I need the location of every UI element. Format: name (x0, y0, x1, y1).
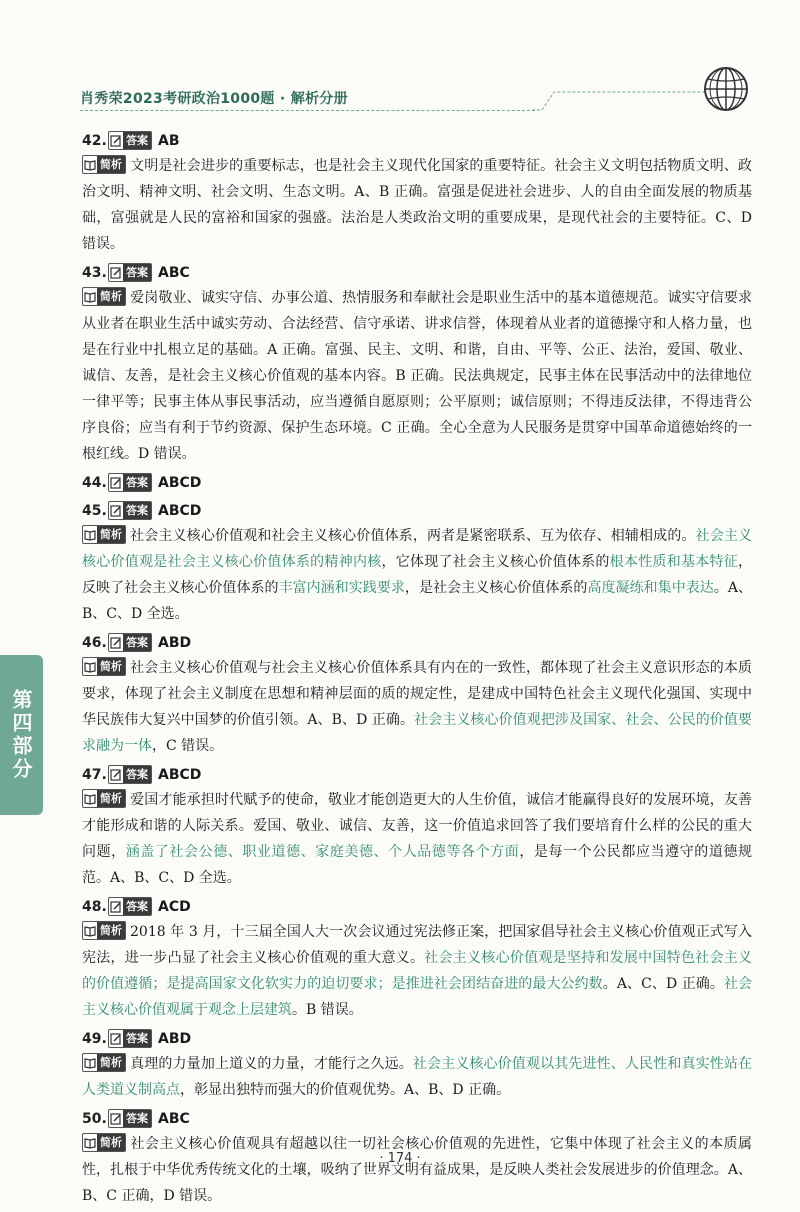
question-number: 47. (82, 766, 107, 783)
answer-label: 答案 (123, 132, 151, 149)
globe-icon (703, 66, 749, 112)
analysis-badge (82, 155, 126, 174)
answer-badge (108, 263, 152, 282)
running-header: 肖秀荣2023考研政治1000题 · 解析分册 (80, 91, 348, 107)
highlighted-text: 社会主义核心价值观是坚持和发展中国特色社会主义的价值遵循；是提高国家文化软实力的迫切要求；是推进社会团结奋进的最大公约数 (82, 950, 753, 992)
highlighted-text: 社会主义核心价值观以其先进性、人民性和真实性站在人类道义制高点 (82, 1056, 753, 1098)
pencil-icon (109, 475, 123, 490)
answer-item (82, 630, 752, 759)
answer-value: AB (158, 132, 180, 149)
pencil-icon (109, 503, 123, 518)
answer-row (82, 470, 752, 495)
answer-label: 答案 (123, 898, 151, 915)
analysis-label: 简析 (97, 658, 125, 675)
analysis-text: ，彰显出独特而强大的价值观优势。A、B、D 正确。 (180, 1082, 511, 1098)
question-number: 45. (82, 502, 107, 519)
highlighted-text: 涵盖了社会公德、职业道德、家庭美德、个人品德等各个方面 (125, 844, 520, 860)
answer-row (82, 260, 752, 285)
analysis-paragraph (82, 919, 752, 1023)
header-rule (80, 110, 535, 111)
answer-item (82, 498, 752, 627)
answer-row (82, 498, 752, 523)
analysis-paragraph (82, 1131, 752, 1209)
answer-badge (108, 897, 152, 916)
answer-value: ABC (158, 1110, 190, 1127)
answer-label: 答案 (123, 634, 151, 651)
analysis-label: 简析 (97, 1054, 125, 1071)
answer-label: 答案 (123, 1110, 151, 1127)
pencil-icon (109, 1111, 123, 1126)
analysis-text: 。A、B、C、D 全选。 (82, 580, 753, 622)
answer-label: 答案 (123, 264, 151, 281)
analysis-paragraph (82, 787, 752, 891)
section-side-tab: 第四部分 (0, 655, 43, 815)
answer-value: ABD (158, 1030, 192, 1047)
answer-value: ABC (158, 264, 190, 281)
analysis-label: 简析 (97, 790, 125, 807)
analysis-text: 爱国才能承担时代赋予的使命，敬业才能创造更大的人生价值，诚信才能赢得良好的发展环境，友善才能形成和谐的人际关系。爱国、敬业、诚信、友善，这一价值追求回答了我们要培育什么样的公民的重大问题， (82, 792, 752, 860)
analysis-label: 简析 (97, 156, 125, 173)
answer-row (82, 894, 752, 919)
question-number: 49. (82, 1030, 107, 1047)
answer-list (82, 128, 752, 1212)
book-icon (83, 1055, 97, 1070)
answer-item (82, 1026, 752, 1103)
answer-item (82, 762, 752, 891)
answer-item (82, 894, 752, 1023)
analysis-badge (82, 1053, 126, 1072)
page-number: · 174 · (379, 1151, 421, 1166)
analysis-text: ，它体现了社会主义核心价值体系的 (381, 554, 610, 570)
answer-value: ABCD (158, 474, 202, 491)
highlighted-text: 社会主义核心价值观属于观念上层建筑 (82, 976, 753, 1018)
analysis-text: 社会主义核心价值观和社会主义核心价值体系，两者是紧密联系、互为依存、相辅相成的。 (130, 528, 696, 544)
answer-badge (108, 633, 152, 652)
highlighted-text: 社会主义核心价值观是社会主义核心价值体系的精神内核 (82, 528, 753, 570)
analysis-badge (82, 657, 126, 676)
analysis-text: 2018 年 3 月，十三届全国人大一次会议通过宪法修正案，把国家倡导社会主义核心价值观正式写入宪法，进一步凸显了社会主义核心价值观的重大意义。 (82, 924, 752, 966)
analysis-text: ，是每一个公民都应当遵守的道德规范。A、B、C、D 全选。 (82, 844, 753, 886)
analysis-paragraph (82, 1051, 752, 1103)
pencil-icon (109, 899, 123, 914)
pencil-icon (109, 265, 123, 280)
question-number: 46. (82, 634, 107, 651)
analysis-text: 真理的力量加上道义的力量，才能行之久远。 (130, 1056, 413, 1072)
answer-item (82, 470, 752, 495)
answer-row (82, 762, 752, 787)
pencil-icon (109, 767, 123, 782)
analysis-text: ，反映了社会主义核心价值体系的 (82, 554, 753, 596)
book-icon (83, 289, 97, 304)
analysis-text: 社会主义核心价值观具有超越以往一切社会核心价值观的先进性，它集中体现了社会主义的本质属性，扎根于中华优秀传统文化的土壤，吸纳了世界文明有益成果，是反映人类社会发展进步的价值理念。A、B、C 正确，D 错误。 (82, 1136, 752, 1204)
answer-value: ABD (158, 634, 192, 651)
question-number: 43. (82, 264, 107, 281)
question-number: 42. (82, 132, 107, 149)
analysis-paragraph (82, 655, 752, 759)
answer-row (82, 1026, 752, 1051)
analysis-paragraph (82, 285, 752, 467)
analysis-text: 。B 错误。 (292, 1002, 363, 1018)
header-dashed-slant (532, 90, 707, 111)
highlighted-text: 根本性质和基本特征 (609, 554, 739, 570)
answer-item (82, 128, 752, 257)
answer-badge (108, 473, 152, 492)
answer-value: ABCD (158, 502, 202, 519)
analysis-text: 爱岗敬业、诚实守信、办事公道、热情服务和奉献社会是职业生活中的基本道德规范。诚实守信要求从业者在职业生活中诚实劳动、合法经营、信守承诺、讲求信誉，体现着从业者的道德操守和人格力量，也是在行业中扎根立足的基础。A 正确。富强、民主、文明、和谐，自由、平等、公正、法治，爱国、敬业、诚信、友善，是社会主义核心价值观的基本内容。B 正确。民法典规定，民事主体在民事活动中的法律地位一律平等；民事主体从事民事活动，应当遵循自愿原则；公平原则；诚信原则；不得违反法律，不得违背公序良俗；应当有利于节约资源、保护生态环境。C 正确。全心全意为人民服务是贯穿中国革命道德始终的一根红线。D 错误。 (82, 290, 752, 462)
pencil-icon (109, 133, 123, 148)
pencil-icon (109, 635, 123, 650)
answer-label: 答案 (123, 474, 151, 491)
analysis-badge (82, 525, 126, 544)
analysis-label: 简析 (97, 526, 125, 543)
book-icon (83, 659, 97, 674)
analysis-paragraph (82, 523, 752, 627)
analysis-paragraph (82, 153, 752, 257)
book-icon (83, 157, 97, 172)
analysis-label: 简析 (97, 1134, 125, 1151)
analysis-badge (82, 789, 126, 808)
analysis-text: ，是社会主义核心价值体系的 (404, 580, 588, 596)
answer-item (82, 260, 752, 467)
answer-label: 答案 (123, 1030, 151, 1047)
answer-value: ABCD (158, 766, 202, 783)
answer-row (82, 1106, 752, 1131)
answer-badge (108, 1109, 152, 1128)
answer-badge (108, 1029, 152, 1048)
answer-badge (108, 131, 152, 150)
question-number: 44. (82, 474, 107, 491)
analysis-badge (82, 287, 126, 306)
answer-label: 答案 (123, 502, 151, 519)
question-number: 50. (82, 1110, 107, 1127)
pencil-icon (109, 1031, 123, 1046)
answer-badge (108, 501, 152, 520)
highlighted-text: 丰富内涵和实践要求 (278, 580, 405, 596)
book-icon (83, 1135, 97, 1150)
analysis-text: 文明是社会进步的重要标志，也是社会主义现代化国家的重要特征。社会主义文明包括物质文明、政治文明、精神文明、社会文明、生态文明。A、B 正确。富强是促进社会进步、人的自由全面发展的物质基础，富强就是人民的富裕和国家的强盛。法治是人类政治文明的重要成果，是现代社会的主要特征。C、D 错误。 (82, 158, 752, 252)
answer-badge (108, 765, 152, 784)
answer-row (82, 128, 752, 153)
analysis-label: 简析 (97, 922, 125, 939)
analysis-text: ，C 错误。 (152, 738, 224, 754)
answer-row (82, 630, 752, 655)
book-icon (83, 791, 97, 806)
answer-label: 答案 (123, 766, 151, 783)
book-icon (83, 527, 97, 542)
analysis-label: 简析 (97, 288, 125, 305)
analysis-badge (82, 921, 126, 940)
highlighted-text: 高度凝练和集中表达 (587, 580, 714, 596)
answer-value: ACD (158, 898, 191, 915)
analysis-text: 社会主义核心价值观与社会主义核心价值体系具有内在的一致性，都体现了社会主义意识形态的本质要求，体现了社会主义制度在思想和精神层面的质的规定性，是建成中国特色社会主义现代化强国、实现中华民族伟大复兴中国梦的价值引领。A、B、D 正确。 (82, 660, 752, 728)
highlighted-text: 社会主义核心价值观把涉及国家、社会、公民的价值要求融为一体 (82, 712, 752, 754)
analysis-badge (82, 1133, 126, 1152)
analysis-text: 。A、C、D 正确。 (602, 976, 724, 992)
question-number: 48. (82, 898, 107, 915)
book-icon (83, 923, 97, 938)
